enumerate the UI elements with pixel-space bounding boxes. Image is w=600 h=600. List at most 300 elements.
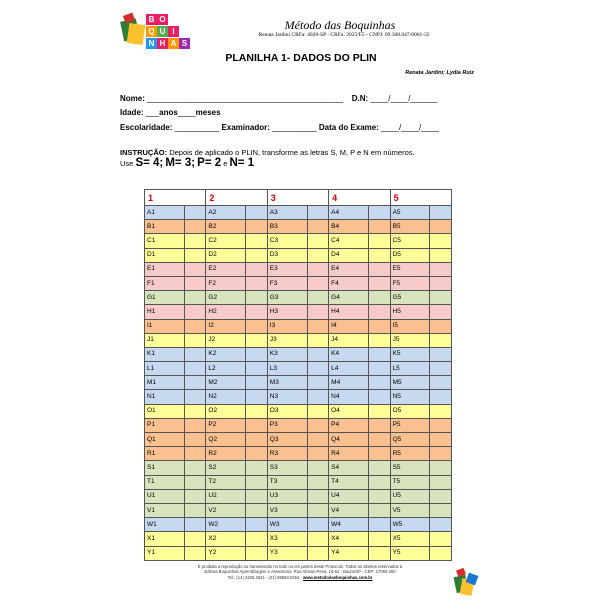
answer-cell[interactable] bbox=[430, 390, 452, 404]
table-row bbox=[145, 489, 452, 503]
cell-label: A4 bbox=[329, 206, 369, 220]
cell-label: D1 bbox=[145, 248, 185, 262]
answer-cell[interactable] bbox=[184, 503, 205, 517]
table-row bbox=[145, 532, 452, 546]
table-row bbox=[145, 319, 452, 333]
cell-label: C3 bbox=[267, 234, 307, 248]
answer-cell[interactable] bbox=[184, 362, 205, 376]
answer-cell[interactable] bbox=[246, 248, 267, 262]
answer-cell[interactable] bbox=[430, 475, 452, 489]
answer-cell[interactable] bbox=[369, 447, 390, 461]
answer-cell[interactable] bbox=[246, 362, 267, 376]
answer-cell[interactable] bbox=[184, 518, 205, 532]
cell-label: M2 bbox=[206, 376, 246, 390]
cell-label: P4 bbox=[329, 418, 369, 432]
cell-label: V5 bbox=[390, 503, 430, 517]
table-row bbox=[145, 503, 452, 517]
cell-label: A3 bbox=[267, 206, 307, 220]
cell-label: I3 bbox=[267, 319, 307, 333]
answer-cell[interactable] bbox=[307, 319, 328, 333]
answer-cell[interactable] bbox=[430, 503, 452, 517]
column-header-2: 2 bbox=[206, 190, 267, 206]
cell-label: M3 bbox=[267, 376, 307, 390]
answer-cell[interactable] bbox=[430, 518, 452, 532]
answer-cell[interactable] bbox=[430, 546, 452, 560]
cell-label: T1 bbox=[145, 475, 185, 489]
answer-cell[interactable] bbox=[369, 276, 390, 290]
name-field[interactable]: ____________________________________________ bbox=[147, 94, 343, 103]
cell-label: Q2 bbox=[206, 433, 246, 447]
cell-label: Q3 bbox=[267, 433, 307, 447]
cell-label: V1 bbox=[145, 503, 185, 517]
table-row bbox=[145, 291, 452, 305]
cell-label: E4 bbox=[329, 262, 369, 276]
answer-cell[interactable] bbox=[184, 234, 205, 248]
age-years-field[interactable]: ___ bbox=[145, 108, 160, 117]
answer-cell[interactable] bbox=[369, 433, 390, 447]
authors: Renata Jardini; Lydia Ruiz bbox=[405, 70, 474, 76]
answer-cell[interactable] bbox=[369, 319, 390, 333]
answer-cell[interactable] bbox=[184, 319, 205, 333]
cell-label: F1 bbox=[145, 276, 185, 290]
answer-cell[interactable] bbox=[246, 489, 267, 503]
cell-label: C1 bbox=[145, 234, 185, 248]
cell-label: H2 bbox=[206, 305, 246, 319]
cell-label: G5 bbox=[390, 291, 430, 305]
answer-cell[interactable] bbox=[246, 418, 267, 432]
cell-label: V3 bbox=[267, 503, 307, 517]
column-header-3: 3 bbox=[267, 190, 328, 206]
answer-cell[interactable] bbox=[369, 291, 390, 305]
cell-label: P2 bbox=[206, 418, 246, 432]
cell-label: H4 bbox=[329, 305, 369, 319]
answer-cell[interactable] bbox=[246, 276, 267, 290]
answer-cell[interactable] bbox=[246, 333, 267, 347]
answer-cell[interactable] bbox=[369, 475, 390, 489]
answer-cell[interactable] bbox=[369, 461, 390, 475]
answer-cell[interactable] bbox=[184, 347, 205, 361]
corner-logo bbox=[452, 568, 482, 598]
cell-label: K1 bbox=[145, 347, 185, 361]
answer-cell[interactable] bbox=[246, 518, 267, 532]
cell-label: U3 bbox=[267, 489, 307, 503]
cell-label: N4 bbox=[329, 390, 369, 404]
answer-cell[interactable] bbox=[184, 475, 205, 489]
answer-cell[interactable] bbox=[246, 262, 267, 276]
table-row bbox=[145, 362, 452, 376]
cell-label: B1 bbox=[145, 220, 185, 234]
answer-cell[interactable] bbox=[307, 489, 328, 503]
document-page bbox=[120, 8, 482, 596]
cell-label: Q5 bbox=[390, 433, 430, 447]
answer-cell[interactable] bbox=[246, 546, 267, 560]
answer-cell[interactable] bbox=[307, 475, 328, 489]
footer-line-1: É proibida a reprodução ou transmissão no todo ou em partes deste Protocolo. Todos os direitos reservados à bbox=[197, 564, 403, 569]
cell-label: J5 bbox=[390, 333, 430, 347]
answer-cell[interactable] bbox=[307, 362, 328, 376]
answer-cell[interactable] bbox=[246, 206, 267, 220]
answer-cell[interactable] bbox=[369, 503, 390, 517]
cell-label: O4 bbox=[329, 404, 369, 418]
table-row bbox=[145, 518, 452, 532]
table-row bbox=[145, 347, 452, 361]
cell-label: Q1 bbox=[145, 433, 185, 447]
answer-cell[interactable] bbox=[430, 418, 452, 432]
instruction bbox=[120, 148, 482, 169]
examiner-label: Examinador: bbox=[221, 123, 270, 132]
answer-cell[interactable] bbox=[430, 347, 452, 361]
cell-label: Y1 bbox=[145, 546, 185, 560]
answer-cell[interactable] bbox=[307, 206, 328, 220]
answer-cell[interactable] bbox=[246, 433, 267, 447]
cell-label: O5 bbox=[390, 404, 430, 418]
exam-date-label: Data do Exame: bbox=[318, 123, 379, 132]
answer-cell[interactable] bbox=[246, 447, 267, 461]
answer-cell[interactable] bbox=[307, 234, 328, 248]
header-subtitle: Renata Jardini CRFa: 4028-SP - CRFa: 2025/F5 - CNPJ: 09.308.047/0001-35 bbox=[258, 32, 430, 38]
cell-label: V4 bbox=[329, 503, 369, 517]
cell-label: T3 bbox=[267, 475, 307, 489]
cell-label: I5 bbox=[390, 319, 430, 333]
cell-label: K2 bbox=[206, 347, 246, 361]
answer-cell[interactable] bbox=[184, 532, 205, 546]
cell-label: X4 bbox=[329, 532, 369, 546]
answer-cell[interactable] bbox=[369, 404, 390, 418]
answer-cell[interactable] bbox=[369, 305, 390, 319]
answer-cell[interactable] bbox=[184, 276, 205, 290]
cell-label: X1 bbox=[145, 532, 185, 546]
instruction-text: Depois de aplicado o PLIN, transforme as letras S, M, P e N em números. bbox=[169, 148, 415, 157]
answer-cell[interactable] bbox=[184, 418, 205, 432]
cell-label: N3 bbox=[267, 390, 307, 404]
answer-cell[interactable] bbox=[184, 248, 205, 262]
answer-cell[interactable] bbox=[430, 447, 452, 461]
cell-label: F3 bbox=[267, 276, 307, 290]
cell-label: O1 bbox=[145, 404, 185, 418]
cell-label: N2 bbox=[206, 390, 246, 404]
answer-cell[interactable] bbox=[430, 376, 452, 390]
cell-label: F2 bbox=[206, 276, 246, 290]
cell-label: H1 bbox=[145, 305, 185, 319]
answer-cell[interactable] bbox=[184, 433, 205, 447]
cell-label: H3 bbox=[267, 305, 307, 319]
cell-label: A1 bbox=[145, 206, 185, 220]
answer-cell[interactable] bbox=[246, 234, 267, 248]
cell-label: U4 bbox=[329, 489, 369, 503]
answer-cell[interactable] bbox=[430, 206, 452, 220]
cell-label: J1 bbox=[145, 333, 185, 347]
cell-label: W4 bbox=[329, 518, 369, 532]
answer-cell[interactable] bbox=[430, 461, 452, 475]
footer-website-link[interactable]: www.metododasboquinhas.com.br bbox=[303, 574, 373, 580]
table-row bbox=[145, 276, 452, 290]
cell-label: B4 bbox=[329, 220, 369, 234]
table-row bbox=[145, 305, 452, 319]
cell-label: E2 bbox=[206, 262, 246, 276]
cell-label: T4 bbox=[329, 475, 369, 489]
cell-label: B3 bbox=[267, 220, 307, 234]
years-label: anos bbox=[159, 108, 178, 117]
answer-cell[interactable] bbox=[246, 475, 267, 489]
answer-cell[interactable] bbox=[369, 418, 390, 432]
cell-label: B5 bbox=[390, 220, 430, 234]
boquinhas-logo: B O Q U I N H A S bbox=[120, 12, 192, 54]
answer-cell[interactable] bbox=[430, 305, 452, 319]
answer-cell[interactable] bbox=[369, 262, 390, 276]
cell-label: D3 bbox=[267, 248, 307, 262]
footer bbox=[150, 564, 450, 580]
rule-n: N= 1 bbox=[229, 157, 255, 169]
cell-label: S5 bbox=[390, 461, 430, 475]
cell-label: L4 bbox=[329, 362, 369, 376]
answer-cell[interactable] bbox=[246, 305, 267, 319]
column-header-5: 5 bbox=[390, 190, 451, 206]
answer-cell[interactable] bbox=[369, 206, 390, 220]
cell-label: G4 bbox=[329, 291, 369, 305]
footer-line-2: Editora Boquinhas Aprendizagem e Assessoria. Rua Afonso Pena, 10-52 - Bauru/SP - CEP: 17060-250 bbox=[204, 569, 396, 575]
answer-cell[interactable] bbox=[369, 532, 390, 546]
form-line-name bbox=[120, 94, 437, 103]
cell-label: D5 bbox=[390, 248, 430, 262]
answer-cell[interactable] bbox=[246, 347, 267, 361]
answer-cell[interactable] bbox=[430, 532, 452, 546]
table-row bbox=[145, 262, 452, 276]
answer-cell[interactable] bbox=[369, 390, 390, 404]
cell-label: V2 bbox=[206, 503, 246, 517]
table-row bbox=[145, 546, 452, 560]
answer-cell[interactable] bbox=[246, 291, 267, 305]
answer-cell[interactable] bbox=[184, 220, 205, 234]
cell-label: P5 bbox=[390, 418, 430, 432]
cell-label: T5 bbox=[390, 475, 430, 489]
answer-cell[interactable] bbox=[307, 404, 328, 418]
cell-label: T2 bbox=[206, 475, 246, 489]
form-line-school bbox=[120, 123, 439, 132]
cell-label: L5 bbox=[390, 362, 430, 376]
answer-cell[interactable] bbox=[307, 248, 328, 262]
cell-label: Q4 bbox=[329, 433, 369, 447]
cell-label: J3 bbox=[267, 333, 307, 347]
cell-label: R3 bbox=[267, 447, 307, 461]
answer-cell[interactable] bbox=[246, 376, 267, 390]
cell-label: I4 bbox=[329, 319, 369, 333]
school-field[interactable]: __________ bbox=[174, 123, 220, 132]
cell-label: P3 bbox=[267, 418, 307, 432]
answer-cell[interactable] bbox=[307, 461, 328, 475]
answer-cell[interactable] bbox=[369, 347, 390, 361]
answer-cell[interactable] bbox=[307, 447, 328, 461]
table-row bbox=[145, 404, 452, 418]
cell-label: N1 bbox=[145, 390, 185, 404]
rule-p: P= 2 bbox=[197, 157, 222, 169]
answer-cell[interactable] bbox=[307, 376, 328, 390]
cell-label: M5 bbox=[390, 376, 430, 390]
cell-label: J4 bbox=[329, 333, 369, 347]
cell-label: D2 bbox=[206, 248, 246, 262]
column-header-1: 1 bbox=[145, 190, 206, 206]
cell-label: U2 bbox=[206, 489, 246, 503]
cell-label: M4 bbox=[329, 376, 369, 390]
cell-label: K3 bbox=[267, 347, 307, 361]
answer-cell[interactable] bbox=[369, 546, 390, 560]
exam-date-field[interactable]: ____/____/____ bbox=[381, 123, 439, 132]
answer-cell[interactable] bbox=[307, 532, 328, 546]
cell-label: X2 bbox=[206, 532, 246, 546]
cell-label: U1 bbox=[145, 489, 185, 503]
cell-label: C4 bbox=[329, 234, 369, 248]
cell-label: B2 bbox=[206, 220, 246, 234]
answer-cell[interactable] bbox=[430, 262, 452, 276]
answer-cell[interactable] bbox=[369, 333, 390, 347]
dn-field[interactable]: ____/____/______ bbox=[370, 94, 438, 103]
answer-cell[interactable] bbox=[307, 503, 328, 517]
cell-label: O2 bbox=[206, 404, 246, 418]
answer-cell[interactable] bbox=[246, 220, 267, 234]
cell-label: A5 bbox=[390, 206, 430, 220]
answer-cell[interactable] bbox=[246, 532, 267, 546]
plin-table bbox=[144, 189, 452, 561]
answer-cell[interactable] bbox=[184, 291, 205, 305]
answer-cell[interactable] bbox=[246, 461, 267, 475]
cell-label: A2 bbox=[206, 206, 246, 220]
answer-cell[interactable] bbox=[307, 433, 328, 447]
answer-cell[interactable] bbox=[307, 518, 328, 532]
footer-contact: Tel.: (14) 3206.2541 - (21) 98593.0254 - bbox=[227, 574, 302, 580]
cell-label: E3 bbox=[267, 262, 307, 276]
table-row bbox=[145, 234, 452, 248]
instruction-label: INSTRUÇÃO: bbox=[120, 148, 168, 157]
cell-label: E1 bbox=[145, 262, 185, 276]
answer-cell[interactable] bbox=[430, 362, 452, 376]
cell-label: X3 bbox=[267, 532, 307, 546]
cell-label: S4 bbox=[329, 461, 369, 475]
answer-cell[interactable] bbox=[369, 489, 390, 503]
table-header-row bbox=[145, 190, 452, 206]
cell-label: W5 bbox=[390, 518, 430, 532]
cell-label: S1 bbox=[145, 461, 185, 475]
answer-cell[interactable] bbox=[369, 234, 390, 248]
answer-cell[interactable] bbox=[369, 362, 390, 376]
answer-cell[interactable] bbox=[307, 333, 328, 347]
cell-label: L1 bbox=[145, 362, 185, 376]
answer-cell[interactable] bbox=[307, 305, 328, 319]
answer-cell[interactable] bbox=[184, 333, 205, 347]
answer-cell[interactable] bbox=[184, 305, 205, 319]
cell-label: C5 bbox=[390, 234, 430, 248]
answer-cell[interactable] bbox=[307, 347, 328, 361]
cell-label: R1 bbox=[145, 447, 185, 461]
answer-cell[interactable] bbox=[184, 376, 205, 390]
answer-cell[interactable] bbox=[369, 518, 390, 532]
answer-cell[interactable] bbox=[430, 291, 452, 305]
answer-cell[interactable] bbox=[184, 461, 205, 475]
cell-label: K5 bbox=[390, 347, 430, 361]
answer-cell[interactable] bbox=[246, 404, 267, 418]
answer-cell[interactable] bbox=[246, 390, 267, 404]
answer-cell[interactable] bbox=[430, 276, 452, 290]
cell-label: G1 bbox=[145, 291, 185, 305]
cell-label: Y3 bbox=[267, 546, 307, 560]
cell-label: J2 bbox=[206, 333, 246, 347]
cell-label: C2 bbox=[206, 234, 246, 248]
cell-label: K4 bbox=[329, 347, 369, 361]
answer-cell[interactable] bbox=[184, 206, 205, 220]
table-row bbox=[145, 248, 452, 262]
cell-label: O3 bbox=[267, 404, 307, 418]
rule-m: M= 3; bbox=[165, 157, 196, 169]
answer-cell[interactable] bbox=[430, 220, 452, 234]
answer-cell[interactable] bbox=[430, 319, 452, 333]
cell-label: Y2 bbox=[206, 546, 246, 560]
answer-cell[interactable] bbox=[307, 262, 328, 276]
answer-cell[interactable] bbox=[246, 503, 267, 517]
cell-label: N5 bbox=[390, 390, 430, 404]
cell-label: E5 bbox=[390, 262, 430, 276]
answer-cell[interactable] bbox=[307, 390, 328, 404]
instruction-and: e bbox=[223, 159, 228, 168]
answer-cell[interactable] bbox=[369, 220, 390, 234]
answer-cell[interactable] bbox=[246, 319, 267, 333]
answer-cell[interactable] bbox=[184, 404, 205, 418]
answer-cell[interactable] bbox=[307, 546, 328, 560]
answer-cell[interactable] bbox=[184, 546, 205, 560]
examiner-field[interactable]: __________ bbox=[272, 123, 317, 132]
cell-label: R4 bbox=[329, 447, 369, 461]
cell-label: Y5 bbox=[390, 546, 430, 560]
cell-label: R2 bbox=[206, 447, 246, 461]
answer-cell[interactable] bbox=[307, 220, 328, 234]
answer-cell[interactable] bbox=[430, 433, 452, 447]
answer-cell[interactable] bbox=[430, 234, 452, 248]
answer-cell[interactable] bbox=[307, 418, 328, 432]
cell-label: W3 bbox=[267, 518, 307, 532]
table-row bbox=[145, 390, 452, 404]
table-row bbox=[145, 475, 452, 489]
table-row bbox=[145, 376, 452, 390]
cell-label: M1 bbox=[145, 376, 185, 390]
school-label: Escolaridade: bbox=[120, 123, 173, 132]
answer-cell[interactable] bbox=[184, 447, 205, 461]
cell-label: S3 bbox=[267, 461, 307, 475]
answer-cell[interactable] bbox=[430, 248, 452, 262]
answer-cell[interactable] bbox=[307, 291, 328, 305]
cell-label: F4 bbox=[329, 276, 369, 290]
answer-cell[interactable] bbox=[430, 489, 452, 503]
answer-cell[interactable] bbox=[369, 376, 390, 390]
answer-cell[interactable] bbox=[184, 489, 205, 503]
cell-label: X5 bbox=[390, 532, 430, 546]
table-row bbox=[145, 447, 452, 461]
cell-label: P1 bbox=[145, 418, 185, 432]
cell-label: F5 bbox=[390, 276, 430, 290]
age-months-field[interactable]: ____ bbox=[177, 108, 196, 117]
answer-cell[interactable] bbox=[307, 276, 328, 290]
answer-cell[interactable] bbox=[430, 404, 452, 418]
answer-cell[interactable] bbox=[184, 390, 205, 404]
cell-label: W2 bbox=[206, 518, 246, 532]
cell-label: H5 bbox=[390, 305, 430, 319]
cell-label: D4 bbox=[329, 248, 369, 262]
rule-s: S= 4; bbox=[135, 157, 164, 169]
table-row bbox=[145, 220, 452, 234]
cell-label: U5 bbox=[390, 489, 430, 503]
name-label: Nome: bbox=[120, 94, 145, 103]
table-row bbox=[145, 418, 452, 432]
cell-label: G2 bbox=[206, 291, 246, 305]
answer-cell[interactable] bbox=[430, 333, 452, 347]
answer-cell[interactable] bbox=[369, 248, 390, 262]
answer-cell[interactable] bbox=[184, 262, 205, 276]
